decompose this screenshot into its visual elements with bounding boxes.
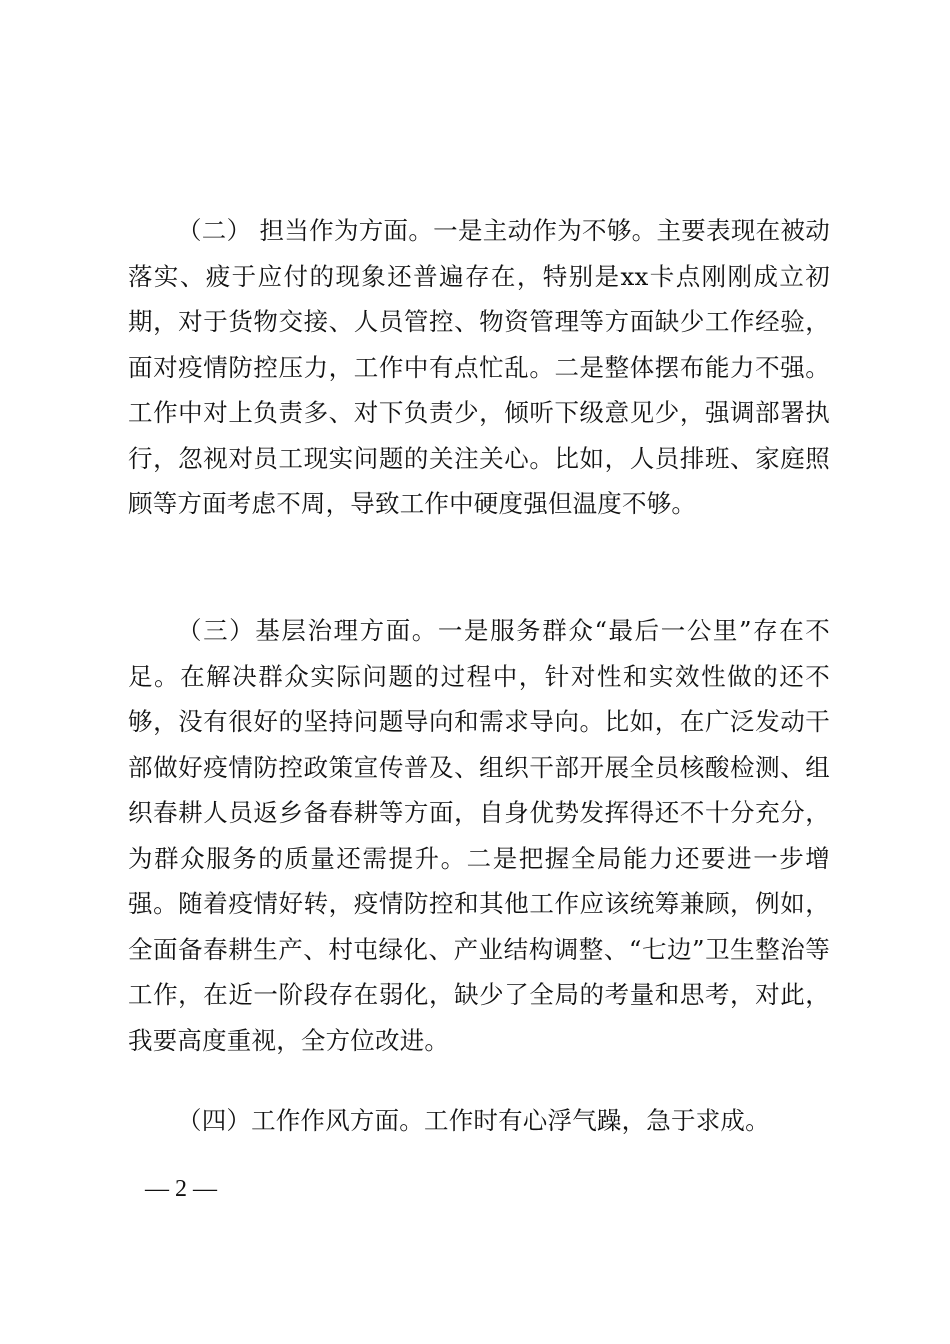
- paragraph-heading: （二） 担当作为方面。: [177, 216, 434, 245]
- paragraph-work-style: [128, 1098, 830, 1144]
- paragraph-heading: （三）基层治理方面。: [177, 616, 438, 645]
- paragraph-body: 一是主动作为不够。主要表现在被动落实、疲于应付的现象还普遍存在，特别是xx卡点刚刚成立初期，对于货物交接、人员管控、物资管理等方面缺少工作经验，面对疫情防控压力，工作中有点忙乱。二是整体摆布能力不强。工作中对上负责多、对下负责少，倾听下级意见少，强调部署执行，忽视对员工现实问题的关注关心。比如，人员排班、家庭照顾等方面考虑不周，导致工作中硬度强但温度不够。: [128, 216, 830, 518]
- paragraph-responsibility: [128, 208, 830, 527]
- page-number: — 2 —: [145, 1176, 217, 1202]
- paragraph-body: 一是服务群众“最后一公里”存在不足。在解决群众实际问题的过程中，针对性和实效性做的还不够，没有很好的坚持问题导向和需求导向。比如，在广泛发动干部做好疫情防控政策宣传普及、组织干部开展全员核酸检测、组织春耕人员返乡备春耕等方面，自身优势发挥得还不十分充分，为群众服务的质量还需提升。二是把握全局能力还要进一步增强。随着疫情好转，疫情防控和其他工作应该统筹兼顾，例如，全面备春耕生产、村屯绿化、产业结构调整、“七边”卫生整治等工作，在近一阶段存在弱化，缺少了全局的考量和思考，对此，我要高度重视，全方位改进。: [128, 616, 831, 1055]
- paragraph-body: 工作时有心浮气躁，急于求成。: [424, 1106, 770, 1135]
- paragraph-heading: （四）工作作风方面。: [177, 1106, 424, 1135]
- paragraph-governance: [128, 608, 830, 1063]
